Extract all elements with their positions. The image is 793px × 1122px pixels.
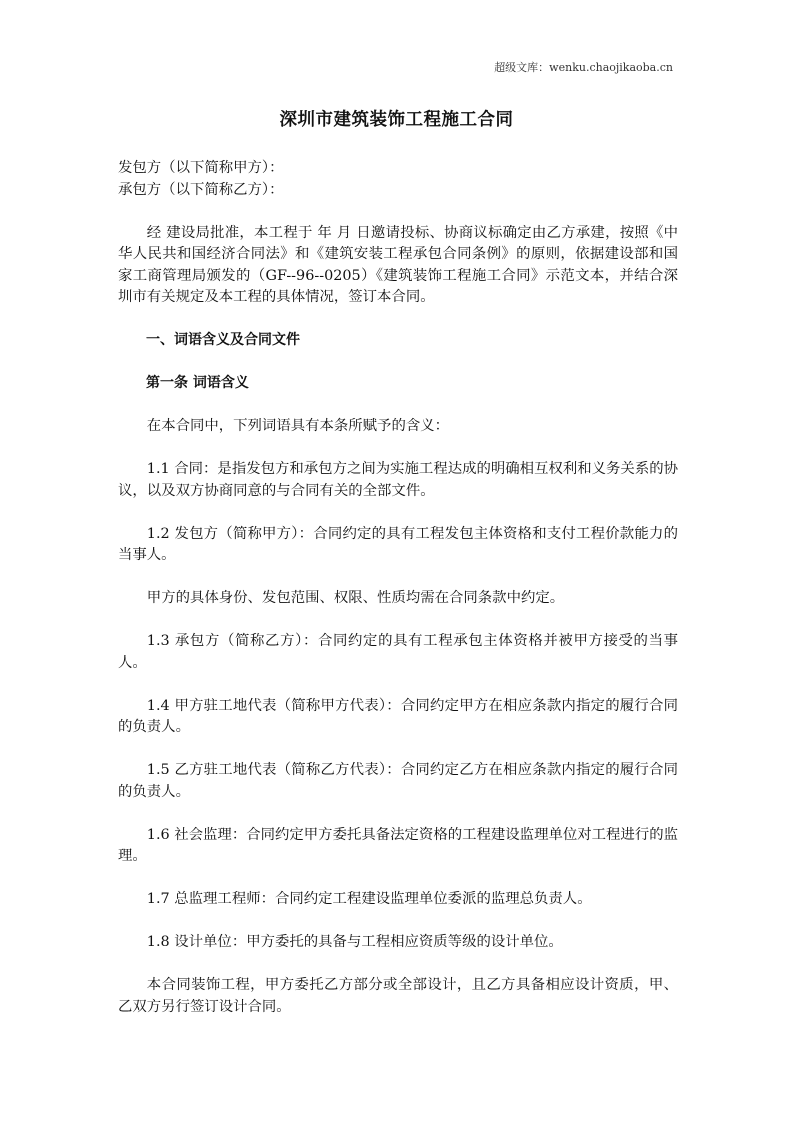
clause-1-3: 1.3 承包方（简称乙方）：合同约定的具有工程承包主体资格并被甲方接受的当事人。	[118, 633, 678, 671]
clause-1-7: 1.7 总监理工程师：合同约定工程建设监理单位委派的监理总负责人。	[146, 891, 592, 907]
clause-1-2-note: 甲方的具体身份、发包范围、权限、性质均需在合同条款中约定。	[146, 590, 565, 606]
source-watermark: 超级文库：wenku.chaojikaoba.cn	[494, 61, 673, 74]
preamble-paragraph: 经 建设局批准，本工程于 年 月 日邀请投标、协商议标确定由乙方承建，按照《中华人民共和国经济合同法》和《建筑安装工程承包合同条例》的原则，依据建设部和国家工商管理局颁发的（GF--96--0205）《建筑装饰工程施工合同》示范文本，并结合深圳市有关规定及本工程的具体情况，签订本合同。	[118, 224, 678, 305]
clause-1-6: 1.6 社会监理：合同约定甲方委托具备法定资格的工程建设监理单位对工程进行的监理。	[118, 826, 678, 864]
clause-1-8-note: 本合同装饰工程，甲方委托乙方部分或全部设计，且乙方具备相应设计资质，甲、乙双方另行签订设计合同。	[118, 977, 678, 1015]
section-heading: 一、词语含义及合同文件	[146, 332, 300, 348]
clause-1-4: 1.4 甲方驻工地代表（简称甲方代表）：合同约定甲方在相应条款内指定的履行合同的负责人。	[118, 697, 678, 735]
article-heading: 第一条 词语含义	[146, 375, 249, 391]
article-intro: 在本合同中，下列词语具有本条所赋予的含义：	[146, 418, 450, 434]
document-body	[118, 158, 678, 1018]
party-employer-line: 发包方（以下简称甲方）：	[118, 160, 284, 176]
document-title: 深圳市建筑装饰工程施工合同	[279, 110, 514, 130]
clause-1-8: 1.8 设计单位：甲方委托的具备与工程相应资质等级的设计单位。	[146, 934, 563, 950]
clause-1-5: 1.5 乙方驻工地代表（简称乙方代表）：合同约定乙方在相应条款内指定的履行合同的负责人。	[118, 762, 678, 800]
party-contractor-line: 承包方（以下简称乙方）：	[118, 181, 284, 198]
clause-1-2: 1.2 发包方（简称甲方）：合同约定的具有工程发包主体资格和支付工程价款能力的当事人。	[118, 525, 678, 563]
clause-1-1: 1.1 合同：是指发包方和承包方之间为实施工程达成的明确相互权利和义务关系的协议，以及双方协商同意的与合同有关的全部文件。	[118, 461, 678, 499]
